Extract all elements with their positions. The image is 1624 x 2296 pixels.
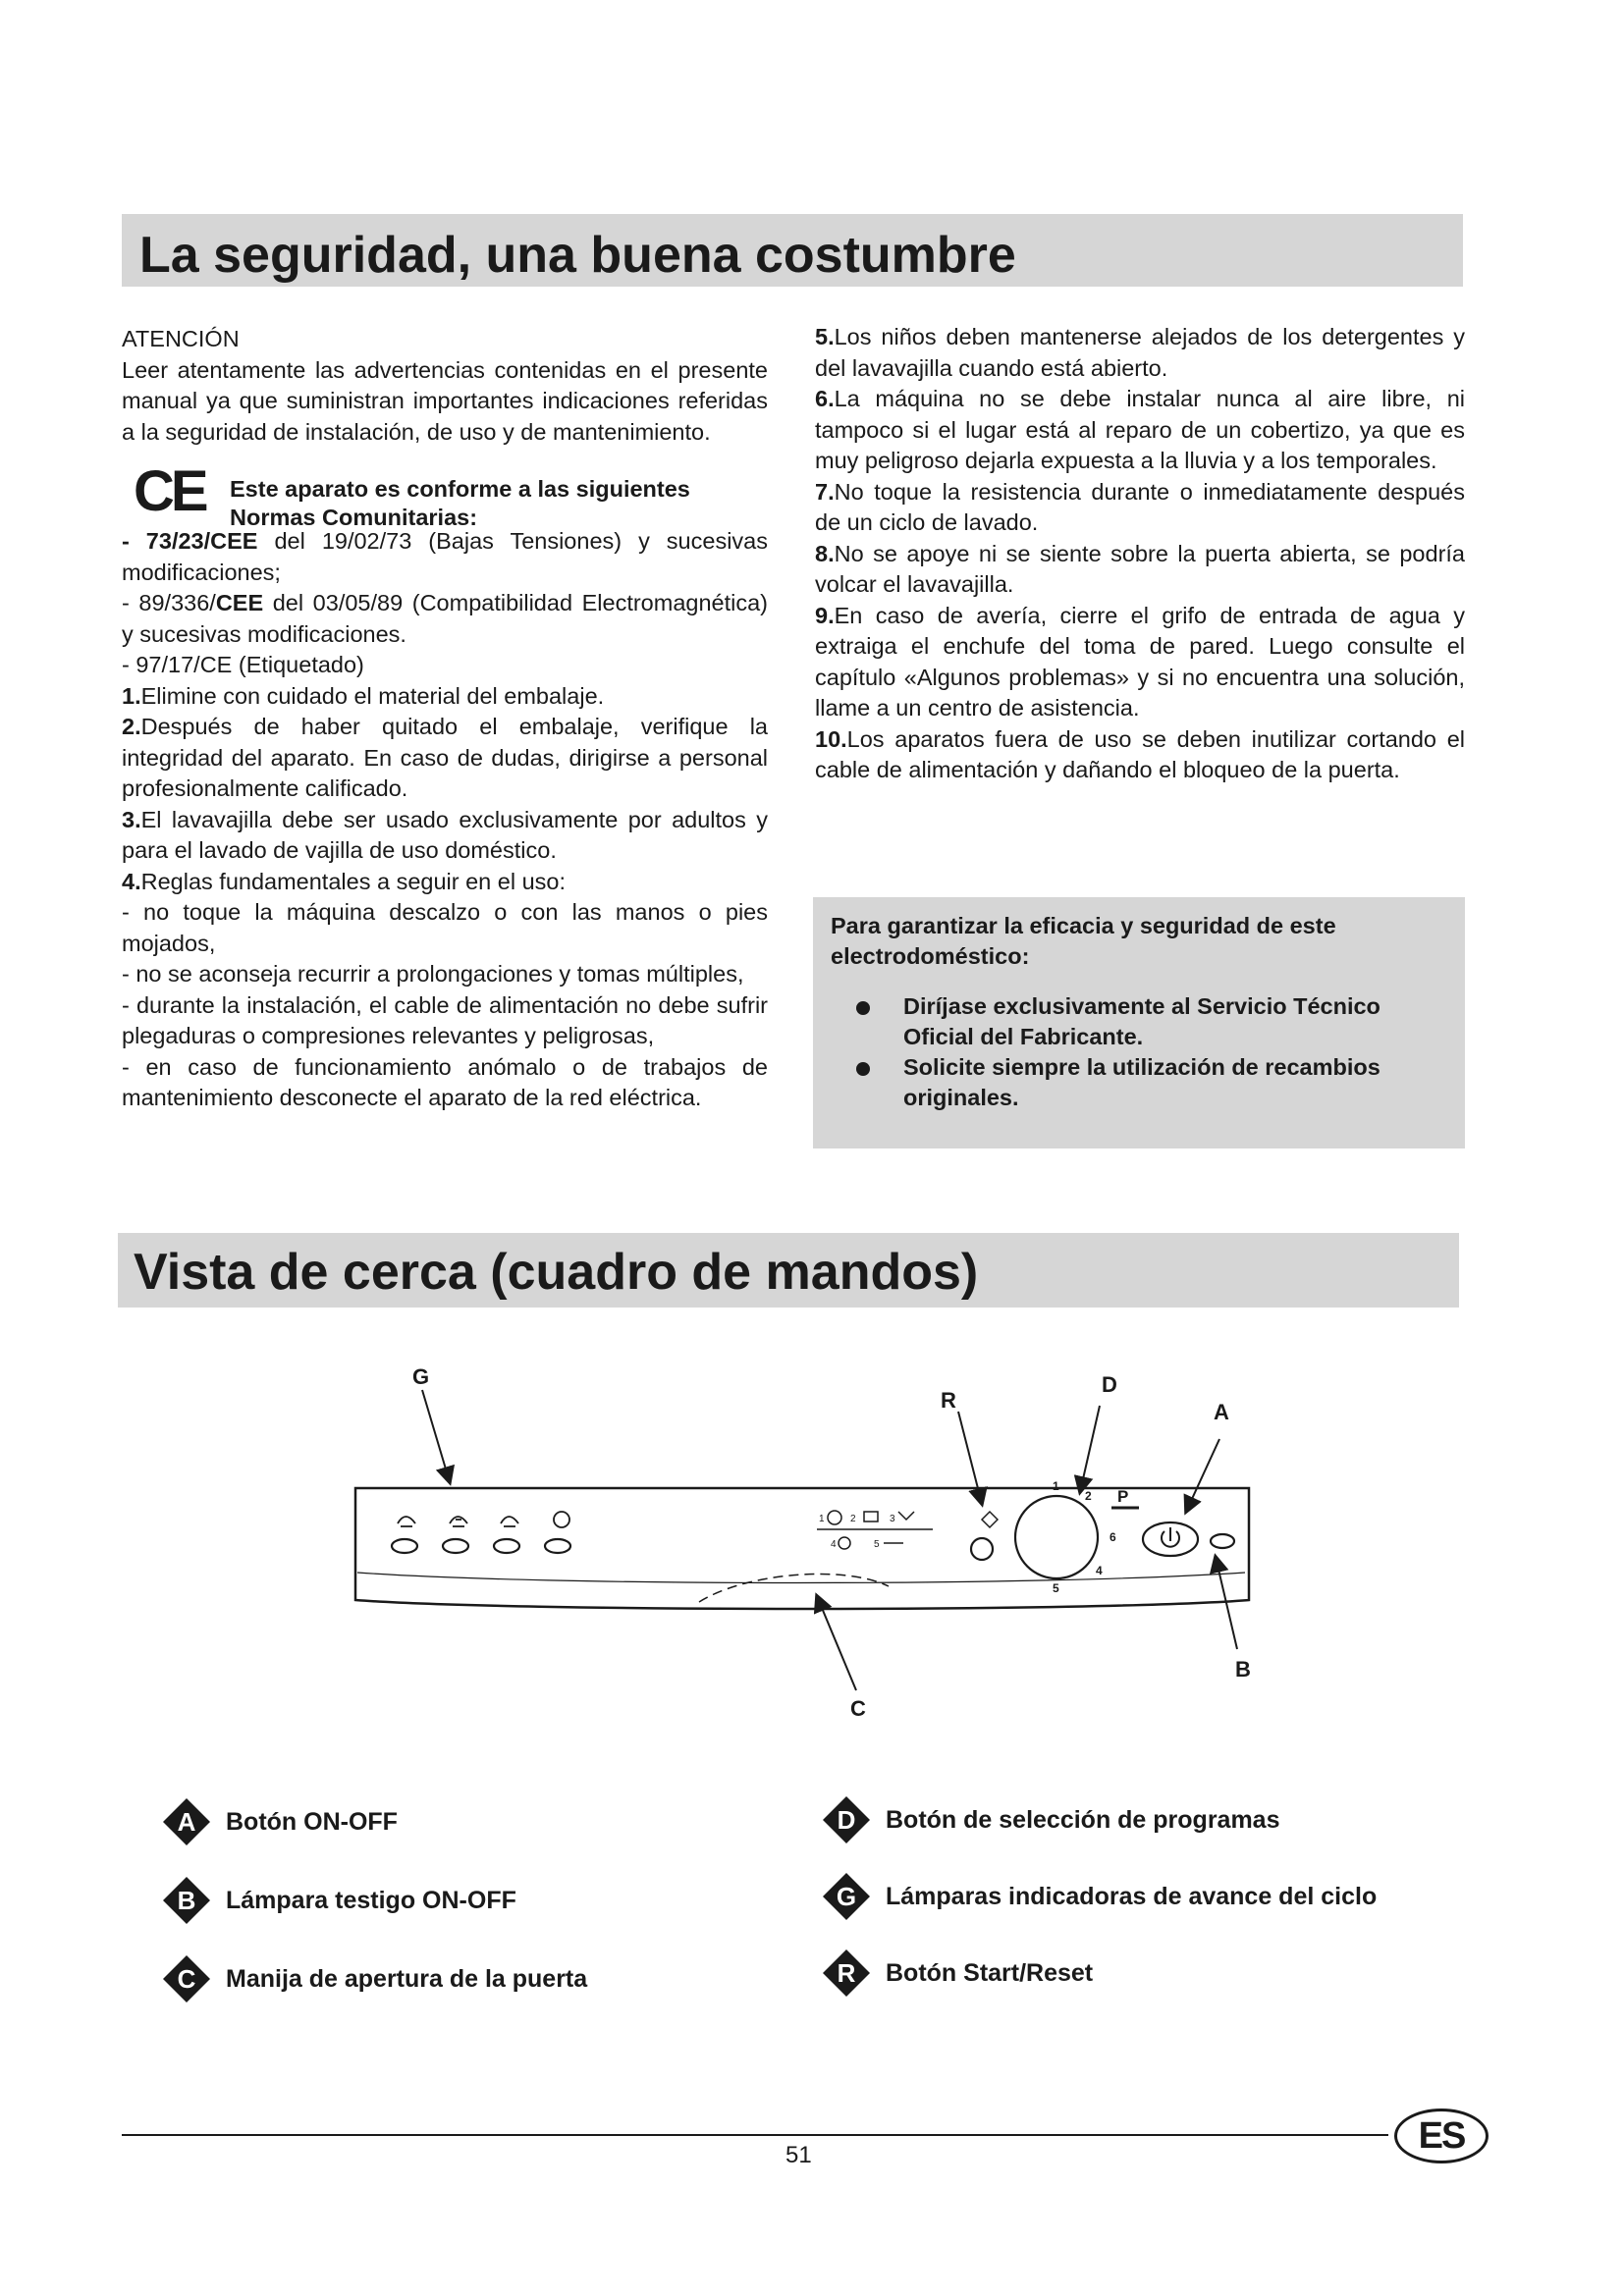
knob-number: 5 (1053, 1581, 1059, 1595)
on-off-button[interactable] (1143, 1522, 1198, 1556)
legend-text: Lámpara testigo ON-OFF (226, 1886, 516, 1914)
safety-item-1: 1.Elimine con cuidado el material del embalaje. (122, 682, 605, 709)
service-notice-box (813, 897, 1465, 1148)
legend-item-r (821, 1948, 1093, 1999)
diagram-label-b: B (1235, 1657, 1251, 1682)
ce-mark-icon: CE (134, 459, 205, 523)
legend-text: Lámparas indicadoras de avance del ciclo (886, 1882, 1378, 1910)
panel-outline (355, 1488, 1249, 1609)
program-number: 2 (850, 1514, 856, 1524)
safety-item-7: 7.No toque la resistencia durante o inmediatamente después de un ciclo de lavado. (815, 478, 1465, 535)
program-number: 3 (890, 1514, 895, 1524)
diagram-label-r: R (941, 1388, 956, 1413)
norm-97-17: - 97/17/CE (Etiquetado) (122, 652, 364, 677)
safety-item-3: 3.El lavavajilla debe ser usado exclusivamente por adultos y para el lavado de vajilla de uso doméstico. (122, 806, 768, 863)
svg-text:D: D (837, 1805, 856, 1835)
safety-item-8: 8.No se apoye ni se siente sobre la puerta abierta, se podría volcar el lavavajilla. (815, 540, 1465, 597)
safety-item-4: 4.Reglas fundamentales a seguir en el uso: (122, 868, 567, 894)
legend-item-d (821, 1794, 1280, 1845)
indicator-lamp (545, 1539, 570, 1553)
program-selector-knob[interactable] (1015, 1496, 1098, 1578)
svg-text:B: B (177, 1886, 196, 1915)
page-number: 51 (785, 2142, 812, 2168)
ce-compliance-text: Este aparato es conforme a las siguientes Normas Comunitarias: (230, 476, 690, 530)
arrow-d (1080, 1406, 1100, 1492)
legend-item-c (161, 1953, 587, 2004)
footer-divider (122, 2134, 1388, 2136)
notice-heading: Para garantizar la eficacia y seguridad de este electrodoméstico: (831, 913, 1336, 969)
indicator-lamp (443, 1539, 468, 1553)
badge-d-icon (821, 1794, 872, 1845)
diagram-label-g: G (412, 1364, 430, 1389)
arrow-g (422, 1390, 450, 1482)
safety-right-column (815, 322, 1465, 786)
program-number: 1 (819, 1514, 825, 1524)
bullet-icon (856, 1062, 870, 1076)
legend-text: Botón Start/Reset (886, 1958, 1094, 1987)
svg-text:A: A (177, 1807, 196, 1837)
usage-rule: - durante la instalación, el cable de alimentación no debe sufrir plegaduras o compresiones relevantes y peligrosas, (122, 991, 768, 1048)
label-p: P (1117, 1487, 1129, 1506)
indicator-lamp (392, 1539, 417, 1553)
legend-text: Botón de selección de programas (886, 1805, 1280, 1834)
safety-item-2: 2.Después de haber quitado el embalaje, verifique la integridad del aparato. En caso de dudas, dirigirse a personal profesionalmente calificado. (122, 714, 768, 801)
attention-heading: ATENCIÓN (122, 326, 240, 351)
usage-rule: - no toque la máquina descalzo o con las manos o pies mojados, (122, 899, 768, 956)
arrow-c (817, 1596, 856, 1690)
ce-compliance (122, 457, 768, 530)
norm-73-23: - 73/23/CEE del 19/02/73 (Bajas Tensiones) y sucesivas modificaciones; (122, 528, 768, 585)
language-badge: ES (1394, 2109, 1489, 2163)
knob-number: 4 (1096, 1564, 1103, 1577)
safety-left-column (122, 324, 768, 1114)
legend-item-g (821, 1871, 1377, 1922)
indicator-lamp (494, 1539, 519, 1553)
legend-item-a (161, 1796, 398, 1847)
safety-item-9: 9.En caso de avería, cierre el grifo de entrada de agua y extraiga el enchufe del toma de pared. Luego consulte el capítulo «Algunos problemas» y si no encuentra una solución, llame a un centro de asistencia. (815, 602, 1465, 721)
legend-text: Manija de apertura de la puerta (226, 1964, 588, 1993)
badge-c-icon (161, 1953, 212, 2004)
diagram-label-a: A (1214, 1400, 1229, 1424)
notice-bullet: Diríjase exclusivamente al Servicio Técnico Oficial del Fabricante. (890, 991, 1447, 1052)
knob-number: 6 (1110, 1530, 1116, 1544)
section-title-safety: La seguridad, una buena costumbre (122, 214, 1463, 287)
legend-text: Botón ON-OFF (226, 1807, 398, 1836)
safety-item-6: 6.La máquina no se debe instalar nunca al aire libre, ni tampoco si el lugar está al reparo de un cobertizo, ya que es muy peligroso dejarla expuesta a la lluvia y a los temporales. (815, 386, 1465, 473)
badge-a-icon (161, 1796, 212, 1847)
knob-number: 1 (1053, 1479, 1059, 1493)
on-off-indicator-lamp (1211, 1534, 1234, 1548)
bullet-icon (856, 1001, 870, 1015)
usage-rule: - no se aconseja recurrir a prolongaciones y tomas múltiples, (122, 961, 744, 987)
norm-89-336: - 89/336/CEE del 03/05/89 (Compatibilidad Electromagnética) y sucesivas modificaciones. (122, 590, 768, 647)
usage-rule: - en caso de funcionamiento anómalo o de trabajos de mantenimiento desconecte el aparato de la red eléctrica. (122, 1053, 768, 1110)
diagram-label-c: C (850, 1696, 866, 1721)
badge-g-icon (821, 1871, 872, 1922)
attention-text: Leer atentamente las advertencias contenidas en el presente manual ya que suministran importantes indicaciones referidas a la seguridad de instalación, de uso y de mantenimiento. (122, 356, 768, 445)
diagram-label-d: D (1102, 1372, 1117, 1397)
notice-list (831, 991, 1447, 1113)
knob-number: 2 (1085, 1489, 1092, 1503)
program-number: 4 (831, 1539, 837, 1550)
program-number: 5 (874, 1539, 880, 1550)
svg-text:R: R (837, 1958, 856, 1988)
safety-item-5: 5.Los niños deben mantenerse alejados de los detergentes y del lavavajilla cuando está abierto. (815, 324, 1465, 381)
badge-r-icon (821, 1948, 872, 1999)
svg-text:G: G (836, 1882, 857, 1911)
svg-text:C: C (177, 1964, 196, 1994)
section-title-control-panel: Vista de cerca (cuadro de mandos) (118, 1233, 1459, 1308)
legend-item-b (161, 1875, 516, 1926)
control-panel-diagram (353, 1364, 1267, 1737)
badge-b-icon (161, 1875, 212, 1926)
notice-bullet: Solicite siempre la utilización de recambios originales. (890, 1052, 1447, 1113)
safety-item-10: 10.Los aparatos fuera de uso se deben inutilizar cortando el cable de alimentación y dañando el bloqueo de la puerta. (815, 725, 1465, 782)
